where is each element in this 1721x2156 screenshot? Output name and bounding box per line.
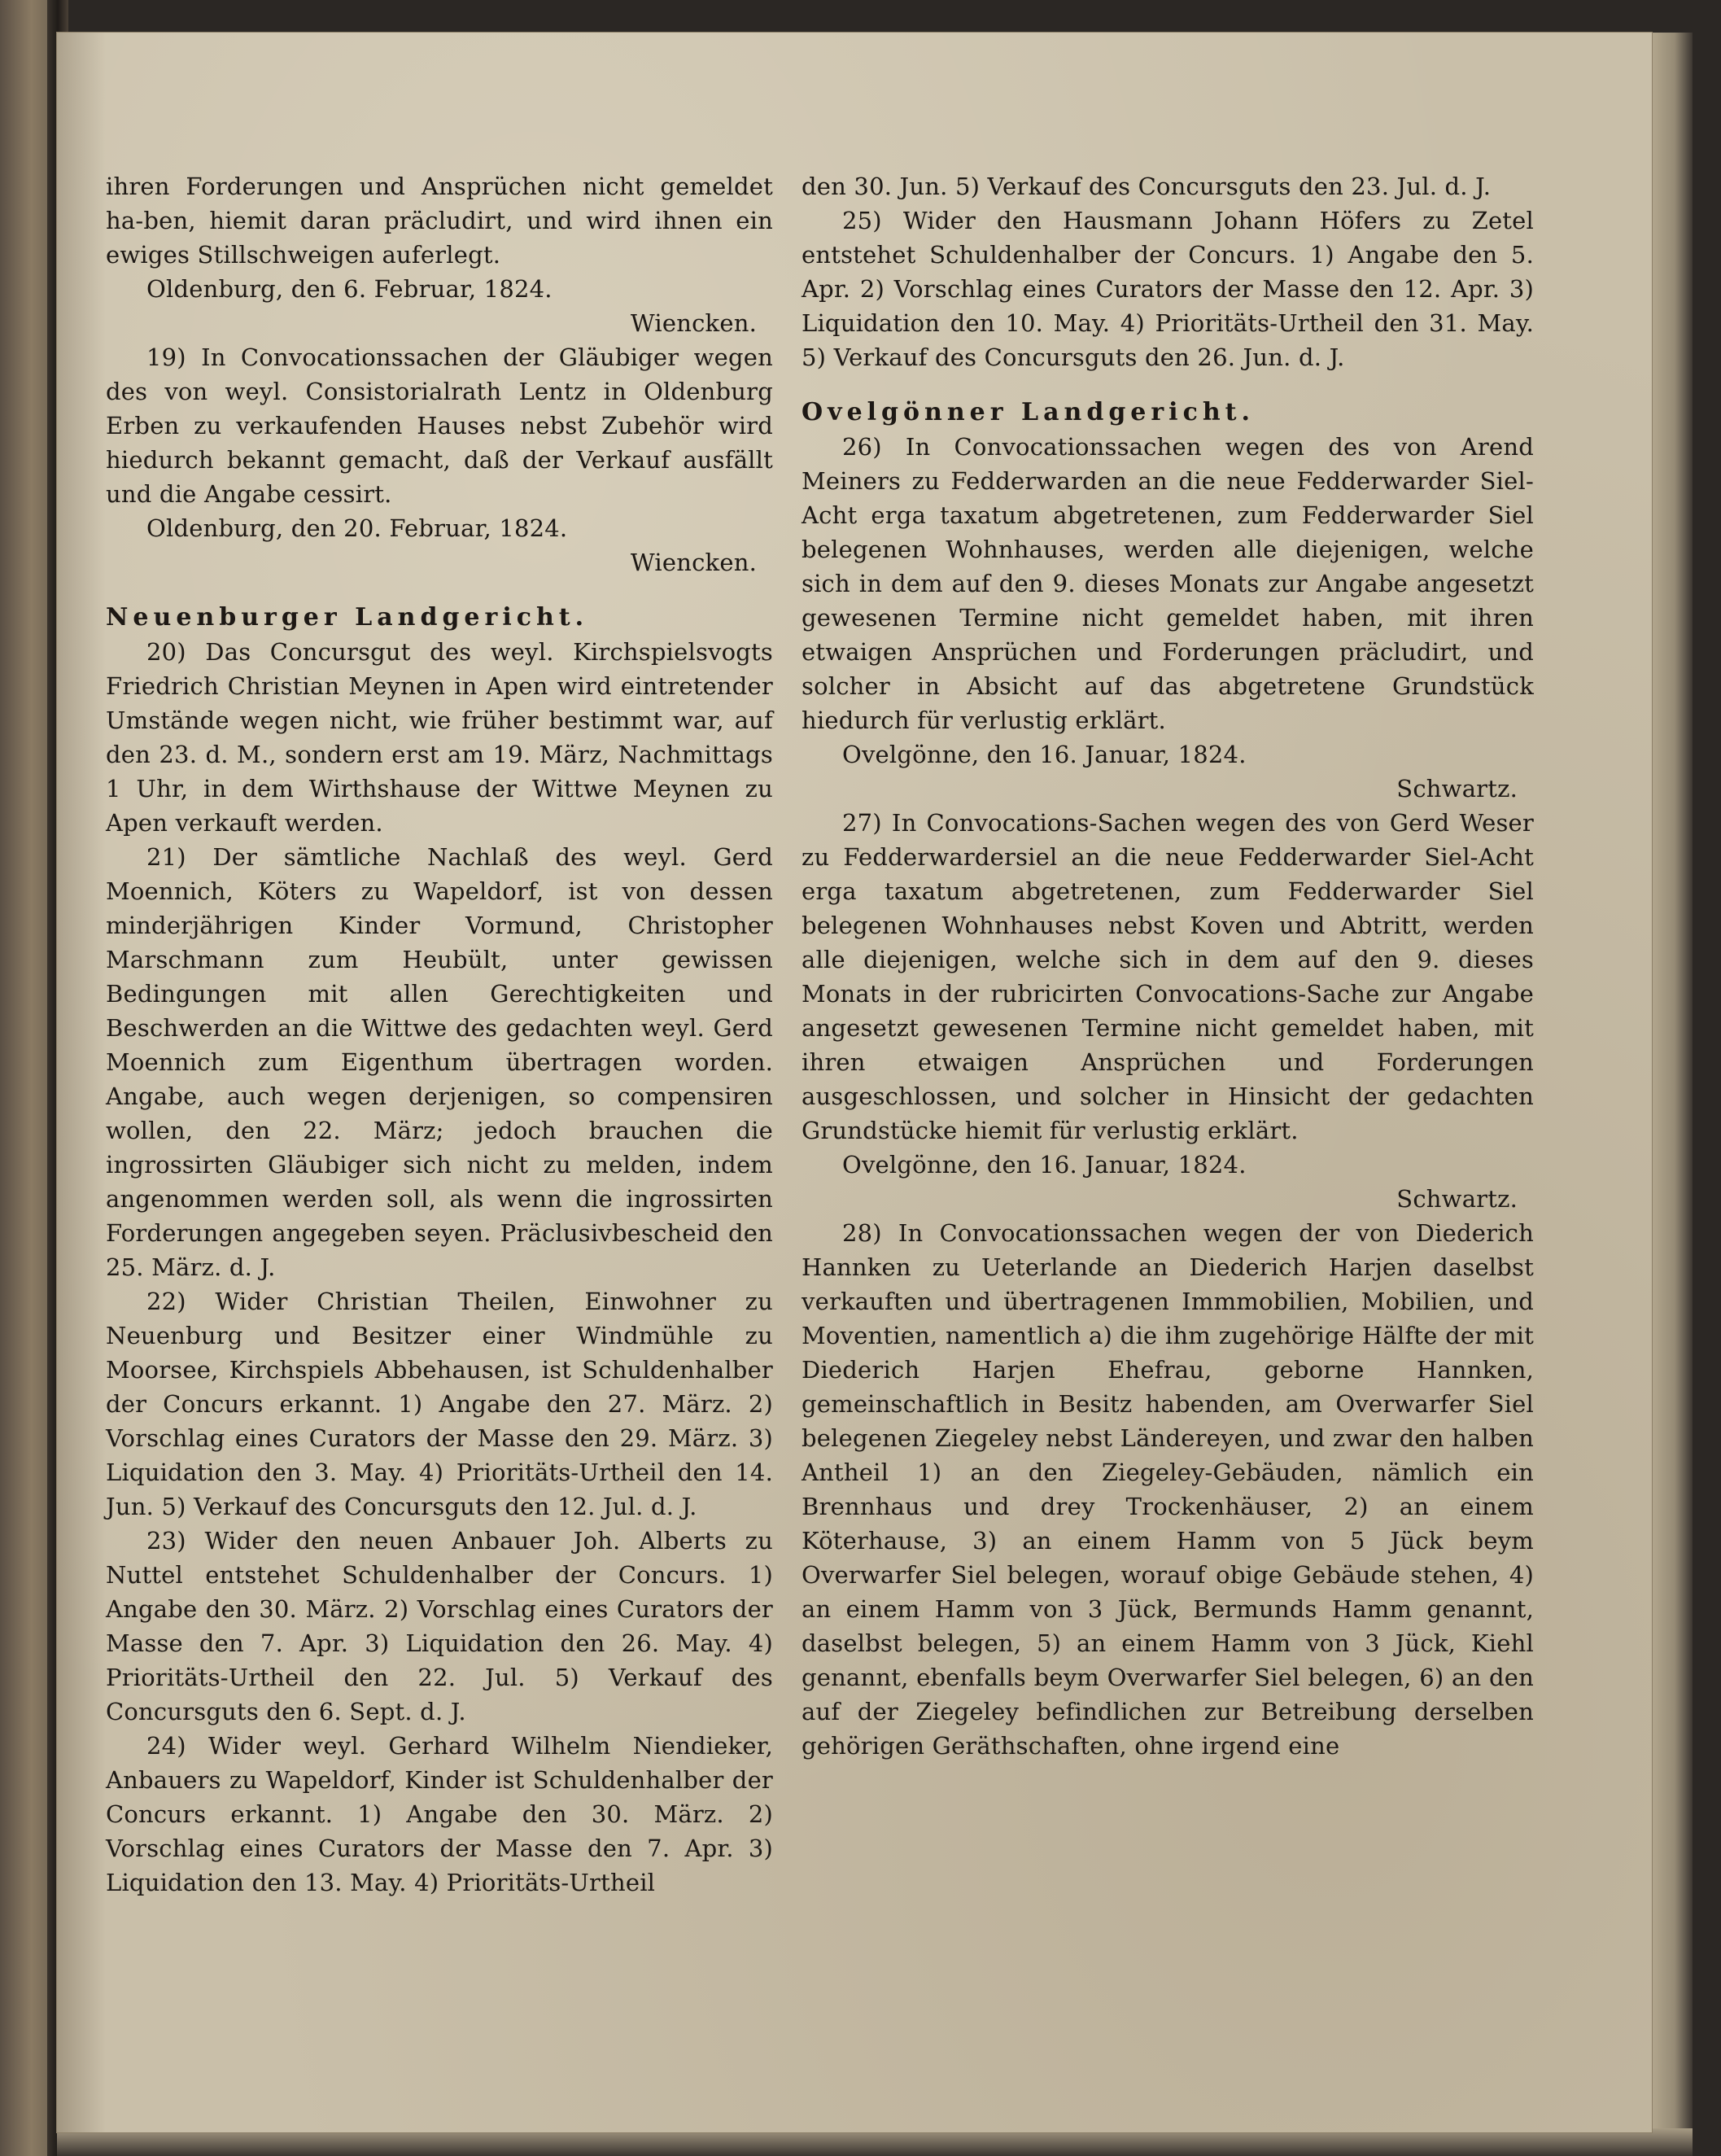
notice-24-tail: den 30. Jun. 5) Verkauf des Concursguts den 23. Jul. d. J.	[802, 173, 1492, 200]
notice-19-place-date: Oldenburg, den 20. Februar, 1824.	[146, 514, 568, 542]
notice-26-signature: Schwartz.	[1396, 775, 1518, 802]
notice-26-place-date: Ovelgönne, den 16. Januar, 1824.	[842, 741, 1247, 768]
notice-21: 21) Der sämtliche Nachlaß des weyl. Gerd Moennich, Köters zu Wapeldorf, ist von dessen minderjährigen Kinder Vormund, Christopher Marschmann zum Heubült, unter gewissen Bedingungen mit allen Gerechtigkeiten und Beschwerden an die Wittwe des gedachten weyl. Gerd Moennich zum Eigenthum übertragen worden. Angabe, auch wegen derjenigen, so compensiren wollen, den 22. März; jedoch brauchen die ingrossirten Gläubiger sich nicht zu melden, indem angenommen werden soll, als wenn die ingrossirten Forderungen angegeben seyen. Präclusivbescheid den 25. März. d. J.	[106, 843, 773, 1281]
notice-18-tail: ihren Forderungen und Ansprüchen nicht gemeldet ha-ben, hiemit daran präcludirt, und wird ihnen ein ewiges Stillschweigen auferlegt.	[106, 173, 773, 269]
page-edge-bottom	[57, 2128, 1693, 2156]
court-heading-ovelgoenne: Ovelgönner Landgericht.	[802, 398, 1255, 426]
notice-25: 25) Wider den Hausmann Johann Höfers zu Zetel entstehet Schuldenhalber der Concurs. 1) Angabe den 5. Apr. 2) Vorschlag eines Curators der Masse den 12. Apr. 3) Liquidation den 10. May. 4) Prioritäts-Urtheil den 31. May. 5) Verkauf des Concursguts den 26. Jun. d. J.	[802, 207, 1534, 371]
right-column	[802, 169, 1534, 1763]
notice-27: 27) In Convocations-Sachen wegen des von Gerd Weser zu Fedderwardersiel an die neue Fedderwarder Siel-Acht erga taxatum abgetretenen, zum Fedderwarder Siel belegenen Wohnhauses nebst Koven und Abtritt, werden alle diejenigen, welche sich in dem auf den 9. dieses Monats in der rubricirten Convocations-Sache zur Angabe angesetzt gewesenen Termine nicht gemeldet haben, mit ihren etwaigen Ansprüchen und Forderungen ausgeschlossen, und solcher in Hinsicht der gedachten Grundstücke hiemit für verlustig erklärt.	[802, 809, 1534, 1144]
notice-18-signature: Wiencken.	[630, 309, 757, 337]
left-column	[106, 169, 773, 1900]
notice-23: 23) Wider den neuen Anbauer Joh. Alberts zu Nuttel entstehet Schuldenhalber der Concurs. 1) Angabe den 30. März. 2) Vorschlag eines Curators der Masse den 7. Apr. 3) Liquidation den 26. May. 4) Prioritäts-Urtheil den 22. Jul. 5) Verkauf des Concursguts den 6. Sept. d. J.	[106, 1527, 773, 1725]
page-edge-right	[1648, 33, 1693, 2132]
notice-18-place-date: Oldenburg, den 6. Februar, 1824.	[146, 275, 553, 303]
notice-22: 22) Wider Christian Theilen, Einwohner zu Neuenburg und Besitzer einer Windmühle zu Moorsee, Kirchspiels Abbehausen, ist Schuldenhalber der Concurs erkannt. 1) Angabe den 27. März. 2) Vorschlag eines Curators der Masse den 29. März. 3) Liquidation den 3. May. 4) Prioritäts-Urtheil den 14. Jun. 5) Verkauf des Concursguts den 12. Jul. d. J.	[106, 1288, 773, 1520]
notice-24: 24) Wider weyl. Gerhard Wilhelm Niendieker, Anbauers zu Wapeldorf, Kinder ist Schuldenhalber der Concurs erkannt. 1) Angabe den 30. März. 2) Vorschlag eines Curators der Masse den 7. Apr. 3) Liquidation den 13. May. 4) Prioritäts-Urtheil	[106, 1732, 773, 1896]
notice-19-signature: Wiencken.	[630, 549, 757, 576]
notice-26: 26) In Convocationssachen wegen des von Arend Meiners zu Fedderwarden an die neue Fedderwarder Siel-Acht erga taxatum abgetretenen, zum Fedderwarder Siel belegenen Wohnhauses, werden alle diejenigen, welche sich in dem auf den 9. dieses Monats zur Angabe angesetzt gewesenen Termine nicht gemeldet haben, mit ihren etwaigen Ansprüchen und Forderungen präcludirt, und solcher in Absicht auf das abgetretene Grundstück hiedurch für verlustig erklärt.	[802, 433, 1534, 734]
notice-19: 19) In Convocationssachen der Gläubiger wegen des von weyl. Consistorialrath Lentz in Oldenburg Erben zu verkaufenden Hauses nebst Zubehör wird hiedurch bekannt gemacht, daß der Verkauf ausfällt und die Angabe cessirt.	[106, 343, 773, 508]
court-heading-neuenburg: Neuenburger Landgericht.	[106, 603, 589, 632]
notice-27-place-date: Ovelgönne, den 16. Januar, 1824.	[842, 1151, 1247, 1179]
notice-20: 20) Das Concursgut des weyl. Kirchspielsvogts Friedrich Christian Meynen in Apen wird eintretender Umstände wegen nicht, wie früher bestimmt war, auf den 23. d. M., sondern erst am 19. März, Nachmittags 1 Uhr, in dem Wirthshause der Wittwe Meynen zu Apen verkauft werden.	[106, 638, 773, 837]
notice-28: 28) In Convocationssachen wegen der von Diederich Hannken zu Ueterlande an Diederich Harjen daselbst verkauften und übertragenen Immmobilien, Mobilien, und Moventien, namentlich a) die ihm zugehörige Hälfte der mit Diederich Harjen Ehefrau, geborne Hannken, gemeinschaftlich in Besitz habenden, am Overwarfer Siel belegenen Ziegeley nebst Ländereyen, und zwar den halben Antheil 1) an den Ziegeley-Gebäuden, nämlich ein Brennhaus und drey Trockenhäuser, 2) an einem Köterhause, 3) an einem Hamm von 5 Jück beym Overwarfer Siel belegen, worauf obige Gebäude stehen, 4) an einem Hamm von 3 Jück, Bermunds Hamm genannt, daselbst belegen, 5) an einem Hamm von 3 Jück, Kiehl genannt, ebenfalls beym Overwarfer Siel belegen, 6) an den auf der Ziegeley befindlichen zur Betreibung derselben gehörigen Geräthschaften, ohne irgend eine	[802, 1219, 1534, 1760]
notice-27-signature: Schwartz.	[1396, 1185, 1518, 1213]
newspaper-page	[57, 33, 1652, 2132]
